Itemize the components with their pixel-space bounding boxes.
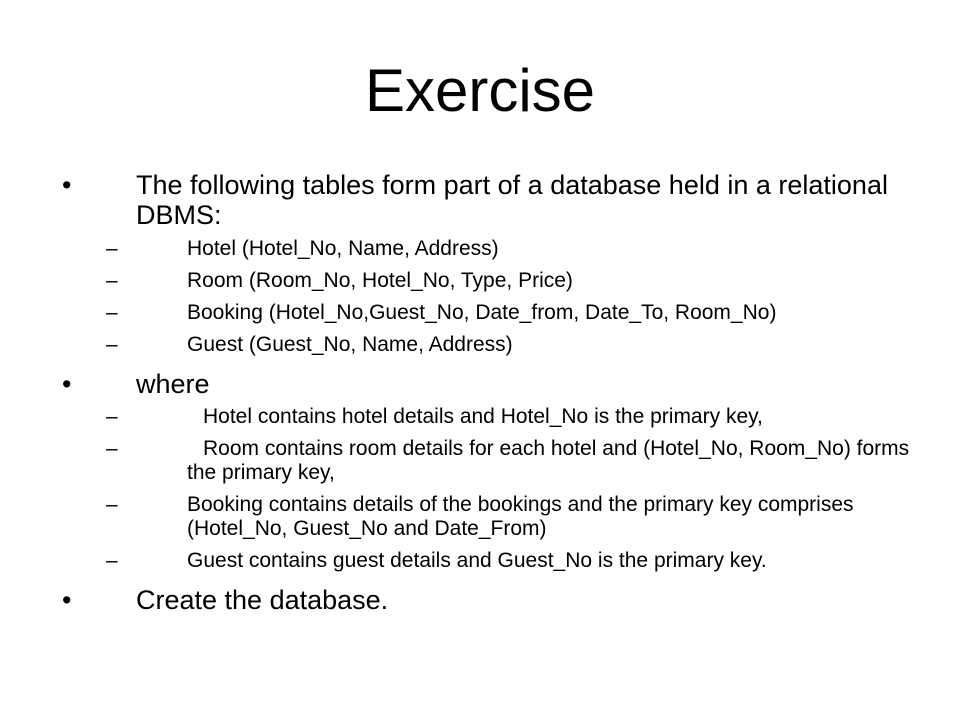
where-text: where (136, 369, 210, 399)
table-item-text: Room (Room_No, Hotel_No, Type, Price) (187, 269, 573, 292)
dash-icon: – (106, 301, 118, 324)
table-item-guest (106, 333, 912, 357)
dash-icon: – (106, 405, 118, 428)
bullet-intro (62, 170, 912, 230)
where-item-guest (106, 549, 912, 573)
dash-icon: – (106, 493, 118, 516)
dash-icon: – (106, 269, 118, 292)
bullet-icon: • (62, 369, 72, 399)
table-item-text: Booking (Hotel_No,Guest_No, Date_from, Date_To, Room_No) (187, 301, 777, 324)
table-item-hotel (106, 237, 912, 261)
table-item-text: Guest (Guest_No, Name, Address) (187, 333, 513, 356)
dash-icon: – (106, 549, 118, 572)
where-item-booking (106, 493, 912, 541)
where-item-hotel (106, 405, 912, 429)
bullet-task (62, 585, 912, 615)
dash-icon: – (106, 333, 118, 356)
table-item-booking (106, 301, 912, 325)
intro-text: The following tables form part of a database held in a relational DBMS: (136, 170, 888, 230)
slide-title: Exercise (364, 57, 596, 124)
table-item-text: Hotel (Hotel_No, Name, Address) (187, 237, 499, 260)
slide-body (62, 170, 912, 615)
bullet-where (62, 369, 912, 399)
dash-icon: – (106, 437, 118, 460)
where-item-text: Booking contains details of the bookings and the primary key comprises (Hotel_No, Guest_No and Date_From) (187, 493, 854, 540)
task-text: Create the database. (136, 585, 389, 615)
dash-icon: – (106, 237, 118, 260)
bullet-icon: • (62, 170, 72, 200)
table-item-room (106, 269, 912, 293)
where-item-text: Room contains room details for each hotel and (Hotel_No, Room_No) forms the primary key, (187, 437, 910, 484)
where-item-text: Guest contains guest details and Guest_No is the primary key. (187, 549, 767, 572)
where-item-room (106, 437, 912, 485)
where-item-text: Hotel contains hotel details and Hotel_No is the primary key, (203, 405, 763, 428)
bullet-icon: • (62, 585, 72, 615)
